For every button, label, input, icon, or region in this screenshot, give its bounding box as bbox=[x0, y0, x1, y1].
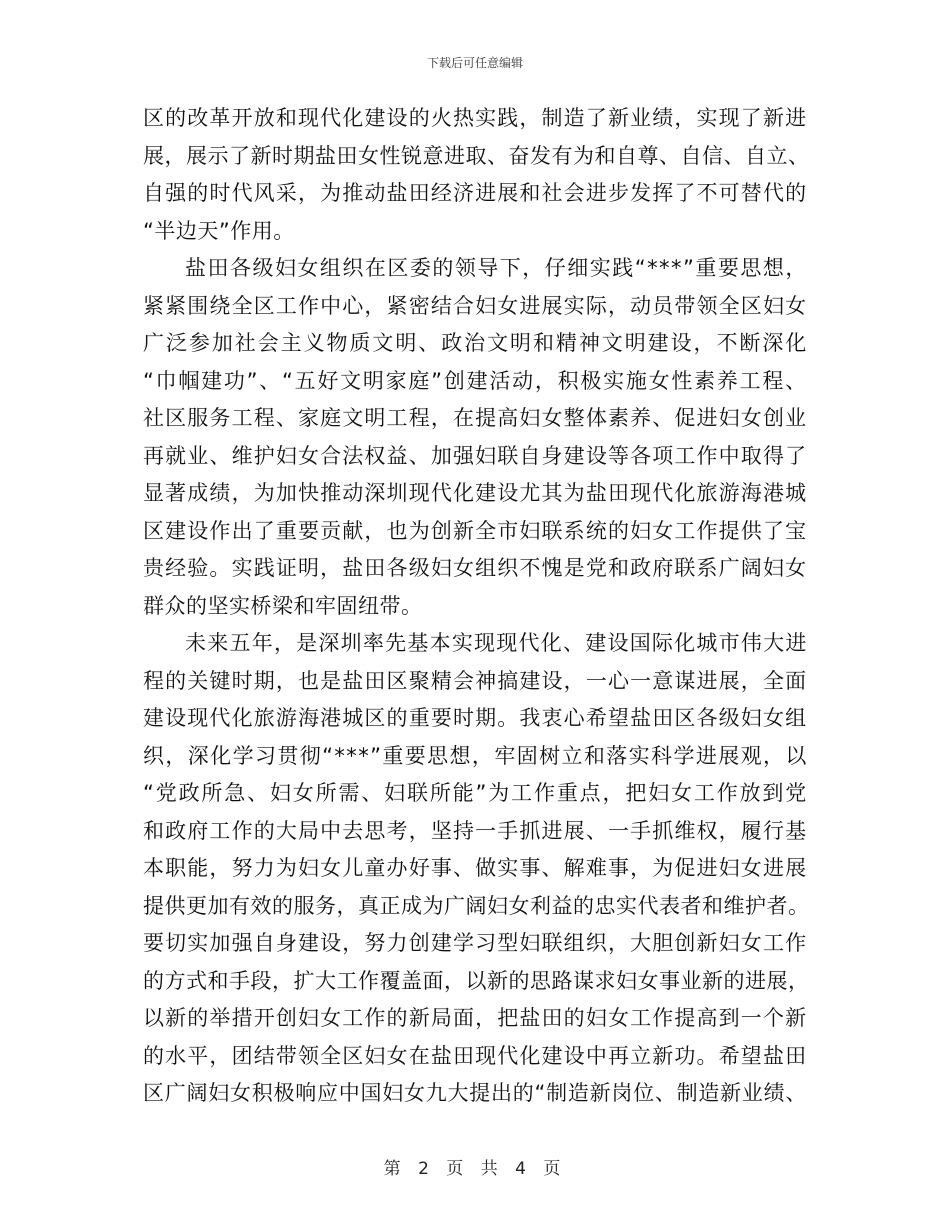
text-line: 再 就 业 、 维 护 妇 女 合 法 权 益 、 加 强 妇 联 自 身 建 设 等 各 项 工 作 中 取 得 了 bbox=[143, 443, 807, 468]
paragraph bbox=[143, 100, 810, 250]
text-line: “ 党 政 所 急 、 妇 女 所 需 、 妇 联 所 能 ” 为 工 作 重 点 ， 把 妇 女 工 作 放 到 党 bbox=[143, 781, 807, 805]
text-line: 的 水 平 ， 团 结 带 领 全 区 妇 女 在 盐 田 现 代 化 建 设 中 再 立 新 功 。 希 望 盐 田 bbox=[143, 1043, 807, 1068]
text-line: 区 建 设 作 出 了 重 要 贡 献 ， 也 为 创 新 全 市 妇 联 系 统 的 妇 女 工 作 提 供 了 宝 bbox=[143, 518, 807, 543]
text-line: 盐 田 各 级 妇 女 组 织 在 区 委 的 领 导 下 ， 仔 细 实 践 “ * * * ” 重 要 思 想 ， bbox=[185, 256, 807, 280]
page-footer: 第 2 页 共 4 页 bbox=[383, 1159, 567, 1179]
document-body bbox=[143, 100, 810, 1113]
text-line: 程 的 关 键 时 期 ， 也 是 盐 田 区 聚 精 会 神 搞 建 设 ， 一 心 一 意 谋 进 展 ， 全 面 bbox=[143, 668, 807, 693]
text-line: 建 设 现 代 化 旅 游 海 港 城 区 的 重 要 时 期 。 我 衷 心 希 望 盐 田 区 各 级 妇 女 组 bbox=[143, 706, 807, 730]
text-line: “半边天”作用。 bbox=[143, 218, 295, 243]
text-line: 展 ， 展 示 了 新 时 期 盐 田 女 性 锐 意 进 取 、 奋 发 有 为 和 自 尊 、 自 信 、 自 立 、 bbox=[143, 143, 810, 168]
text-line: 未 来 五 年 ， 是 深 圳 率 先 基 本 实 现 现 代 化 、 建 设 国 际 化 城 市 伟 大 进 bbox=[185, 631, 807, 655]
text-line: 紧 紧 围 绕 全 区 工 作 中 心 ， 紧 密 结 合 妇 女 进 展 实 际 ， 动 员 带 领 全 区 妇 女 bbox=[143, 293, 807, 318]
text-line: 以 新 的 举 措 开 创 妇 女 工 作 的 新 局 面 ， 把 盐 田 的 妇 女 工 作 提 高 到 一 个 新 bbox=[143, 1006, 807, 1030]
text-line: 自 强 的 时 代 风 采 ， 为 推 动 盐 田 经 济 进 展 和 社 会 进 步 发 挥 了 不 可 替 代 的 bbox=[143, 181, 807, 205]
page-header: 下载后可任意编辑 bbox=[426, 56, 523, 70]
text-line: 区 广 阔 妇 女 积 极 响 应 中 国 妇 女 九 大 提 出 的 “ 制 造 新 岗 位 、 制 造 新 业 绩 、 bbox=[143, 1081, 807, 1105]
text-line: 要 切 实 加 强 自 身 建 设 ， 努 力 创 建 学 习 型 妇 联 组 织 ， 大 胆 创 新 妇 女 工 作 bbox=[143, 931, 807, 955]
text-line: 广 泛 参 加 社 会 主 义 物 质 文 明 、 政 治 文 明 和 精 神 文 明 建 设 ， 不 断 深 化 bbox=[143, 331, 807, 355]
text-line: 贵 经 验 。 实 践 证 明 ， 盐 田 各 级 妇 女 组 织 不 愧 是 党 和 政 府 联 系 广 阔 妇 女 bbox=[143, 556, 807, 580]
text-line: 显 著 成 绩 ， 为 加 快 推 动 深 圳 现 代 化 建 设 尤 其 为 盐 田 现 代 化 旅 游 海 港 城 bbox=[143, 481, 807, 505]
text-line: 提 供 更 加 有 效 的 服 务 ， 真 正 成 为 广 阔 妇 女 利 益 的 忠 实 代 表 者 和 维 护 者 。 bbox=[143, 893, 810, 918]
text-line: 织 ， 深 化 学 习 贯 彻 “ * * * ” 重 要 思 想 ， 牢 固 树 立 和 落 实 科 学 进 展 观 ， 以 bbox=[143, 743, 807, 768]
text-line: 群众的坚实桥梁和牢固纽带。 bbox=[143, 593, 423, 618]
text-line: 和 政 府 工 作 的 大 局 中 去 思 考 ， 坚 持 一 手 抓 进 展 、 一 手 抓 维 权 ， 履 行 基 bbox=[143, 818, 807, 843]
paragraph bbox=[143, 250, 807, 625]
text-line: 区 的 改 革 开 放 和 现 代 化 建 设 的 火 热 实 践 ， 制 造 了 新 业 绩 ， 实 现 了 新 进 bbox=[143, 106, 807, 130]
text-line: “ 巾 帼 建 功 ” 、 “ 五 好 文 明 家 庭 ” 创 建 活 动 ， 积 极 实 施 女 性 素 养 工 程 、 bbox=[143, 368, 807, 393]
paragraph bbox=[143, 625, 810, 1113]
text-line: 本 职 能 ， 努 力 为 妇 女 儿 童 办 好 事 、 做 实 事 、 解 难 事 ， 为 促 进 妇 女 进 展 bbox=[143, 856, 807, 880]
text-line: 的 方 式 和 手 段 ， 扩 大 工 作 覆 盖 面 ， 以 新 的 思 路 谋 求 妇 女 事 业 新 的 进 展 ， bbox=[143, 968, 810, 993]
text-line: 社 区 服 务 工 程 、 家 庭 文 明 工 程 ， 在 提 高 妇 女 整 体 素 养 、 促 进 妇 女 创 业 bbox=[143, 406, 807, 430]
